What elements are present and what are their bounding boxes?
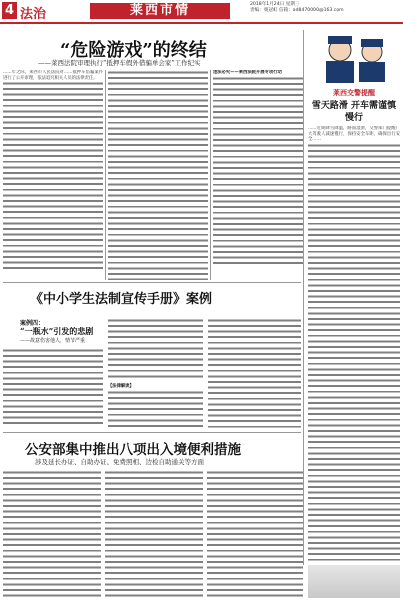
case-body-1 <box>3 348 103 428</box>
lead-headline: “危险游戏”的终结 <box>60 40 207 61</box>
case-headline: 《中小学生法制宣传手册》案例 <box>30 292 213 307</box>
bottom-right-photo <box>308 565 400 598</box>
bottom-body-2 <box>105 470 203 598</box>
lead-subheading: 违法必究——莱西法院开展专项行动 <box>213 70 282 75</box>
police-headline: 雪天路滑 开车需谨慎慢行 <box>311 101 397 123</box>
lead-para-1 <box>3 70 103 278</box>
police-body-text: ……近期降雪降温，路面湿滑，交警部门提醒广大驾驶人减速慢行，保持安全车距，确保出行安全…… <box>308 126 400 143</box>
bottom-subheadline: 涉及延长办证、自助办证、免费照相、边检自助通关等方面 <box>35 458 204 466</box>
case-analysis-label: 【法律解读】 <box>108 384 134 389</box>
issue-date: 2018年1月24日 星期三 <box>250 2 300 7</box>
lead-subheadline: ——莱西法院审理执行“抵押车假外借骗单会家”工作纪实 <box>38 59 201 67</box>
police-badge: 莱西交警提醒 <box>333 89 375 97</box>
issue-meta <box>250 2 400 14</box>
page-header <box>0 0 403 24</box>
case-subtitle: ——故意伤害他人，情节严重 <box>20 338 86 344</box>
lead-para-2 <box>108 70 208 280</box>
section-title-band: 莱西市情 <box>90 3 230 19</box>
lead-para-1-text: ……年之际，莱西市人民法院对……抵押车借骗案件进行了公开审理，依法追究相关人员的法律责任。 <box>3 70 103 81</box>
editor-line: 责编：栗冠虹 信箱：ad8470000@163.com <box>250 8 344 13</box>
bottom-body-3 <box>207 470 303 598</box>
case-body-2 <box>108 318 203 428</box>
case-body-3 <box>208 318 301 428</box>
case-title: “一瓶水”引发的悲剧 <box>20 326 94 336</box>
bottom-headline: 公安部集中推出八项出入境便利措施 <box>25 442 241 458</box>
police-illustration <box>310 26 400 86</box>
page-number: 4 <box>2 2 17 19</box>
lead-para-3 <box>213 70 303 280</box>
section-label: 法治 <box>20 7 47 22</box>
case-label: 案例四： <box>20 320 45 327</box>
police-officers-icon <box>310 26 400 86</box>
police-body <box>308 126 400 566</box>
bottom-body-1 <box>3 470 101 598</box>
